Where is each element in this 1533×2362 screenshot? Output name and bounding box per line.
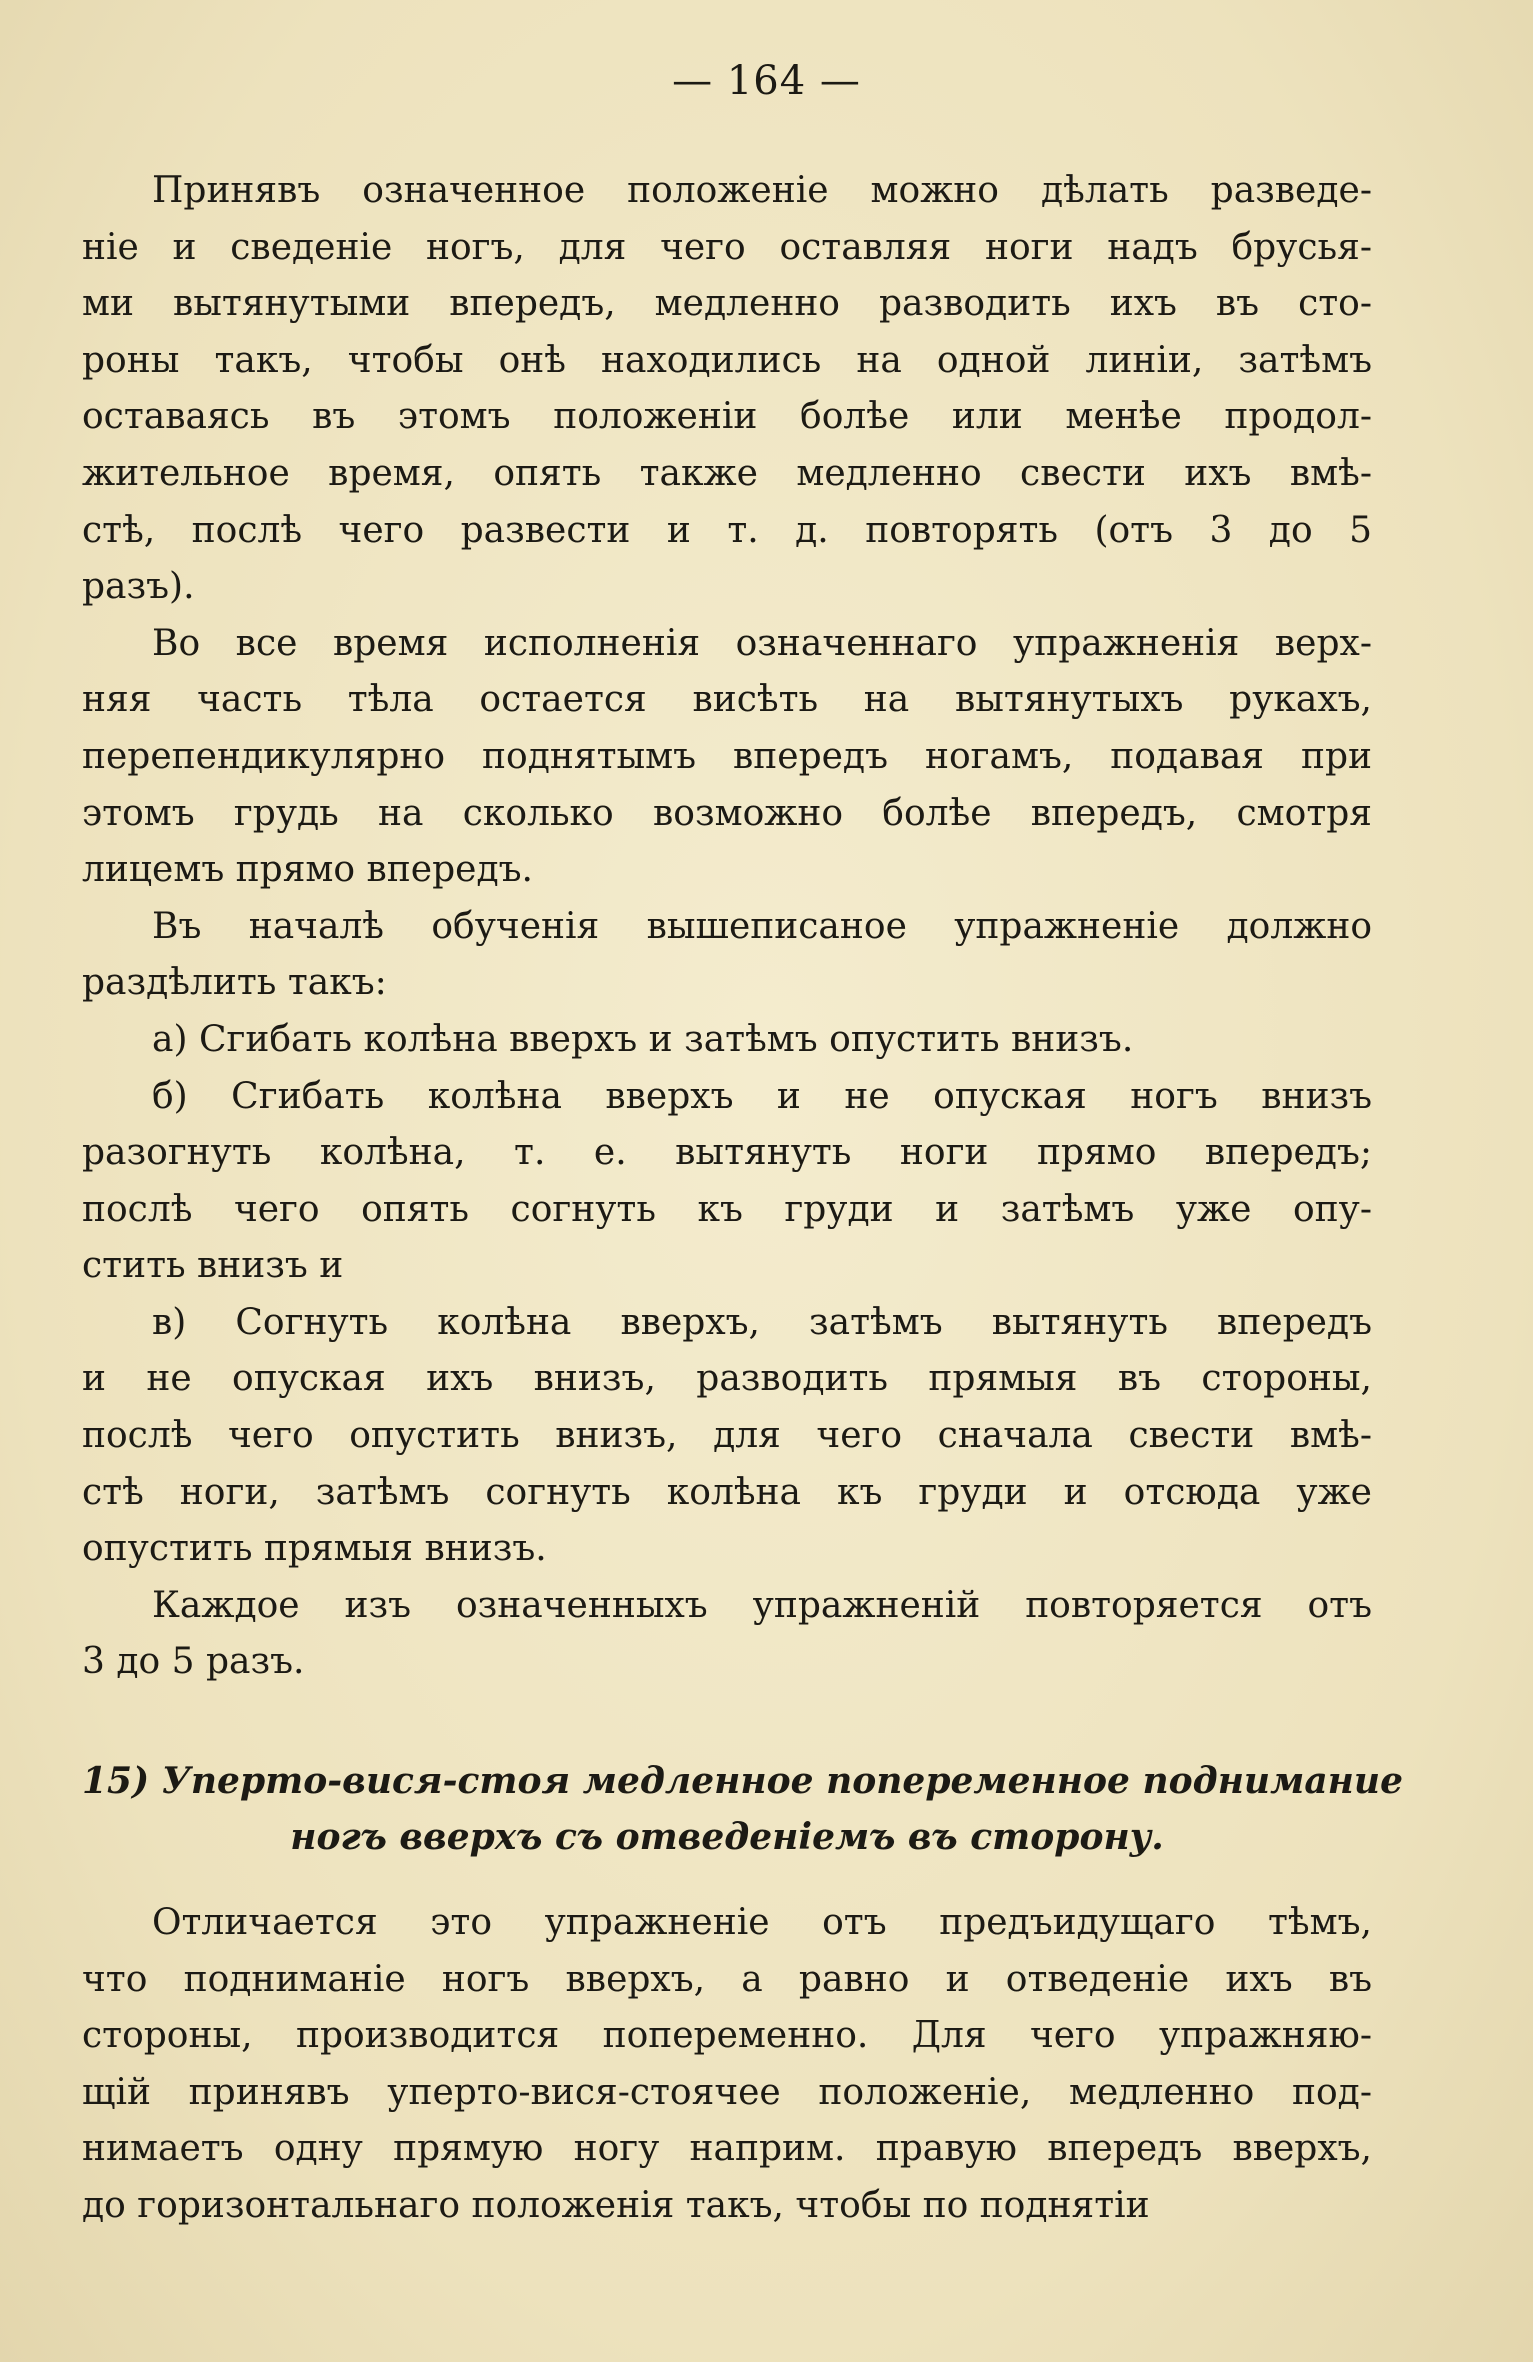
text-line: нимаетъ одну прямую ногу наприм. правую впередъ вверхъ, [82, 2128, 1372, 2170]
paragraph [82, 1895, 1372, 2235]
paragraph [82, 899, 1372, 1012]
text-line: стить внизъ и [82, 1245, 344, 1287]
main-text-block-2 [82, 1895, 1372, 2235]
section-heading-line-1: 15) Уперто-вися-стоя медленное попеременное поднимание [82, 1760, 1403, 1802]
text-line: стороны, производится попеременно. Для чего упражняю- [82, 2015, 1372, 2057]
paragraph [82, 1012, 1372, 1069]
text-line: в) Согнуть колѣна вверхъ, затѣмъ вытянуть впередъ [152, 1301, 1372, 1343]
section-heading-line-2: ногъ вверхъ съ отведенiемъ въ сторону. [290, 1816, 1164, 1858]
text-line: разогнуть колѣна, т. е. вытянуть ноги прямо впередъ; [82, 1132, 1372, 1174]
text-line: 3 до 5 разъ. [82, 1641, 305, 1683]
text-line: Каждое изъ означенныхъ упражненiй повторяется отъ [152, 1584, 1372, 1626]
text-line: нie и сведенie ногъ, для чего оставляя ноги надъ брусья- [82, 226, 1372, 268]
text-line: до горизонтальнаго положенiя такъ, чтобы по поднятiи [82, 2184, 1150, 2226]
paragraph [82, 616, 1372, 899]
text-line: жительное время, опять также медленно свести ихъ вмѣ- [82, 452, 1372, 494]
text-line: Во все время исполненiя означеннаго упражненiя верх- [152, 622, 1372, 664]
text-line: роны такъ, чтобы онѣ находились на одной линiи, затѣмъ [82, 339, 1372, 381]
paragraph [82, 1578, 1372, 1691]
text-line: б) Сгибать колѣна вверхъ и не опуская ногъ внизъ [152, 1075, 1372, 1117]
main-text-block [82, 163, 1372, 1691]
text-line: стѣ ноги, затѣмъ согнуть колѣна къ груди и отсюда уже [82, 1471, 1372, 1513]
section-heading [82, 1753, 1403, 1865]
text-line: Въ началѣ обученiя вышеписаное упражненie должно [152, 905, 1372, 947]
page-number: — 164 — [672, 58, 861, 104]
text-line: этомъ грудь на сколько возможно болѣе впередъ, смотря [82, 792, 1372, 834]
text-line: послѣ чего опять согнуть къ груди и затѣмъ уже опу- [82, 1188, 1372, 1230]
text-line: щiй принявъ уперто-вися-стоячее положенie, медленно под- [82, 2071, 1372, 2113]
paragraph [82, 1295, 1372, 1578]
text-line: раздѣлить такъ: [82, 962, 387, 1004]
text-line: опустить прямыя внизъ. [82, 1528, 547, 1570]
text-line: оставаясь въ этомъ положенiи болѣе или менѣе продол- [82, 396, 1372, 438]
text-line: лицемъ прямо впередъ. [82, 849, 533, 891]
text-line: а) Сгибать колѣна вверхъ и затѣмъ опустить внизъ. [152, 1018, 1134, 1060]
text-line: Отличается это упражненie отъ предъидущаго тѣмъ, [152, 1902, 1372, 1943]
text-line: Принявъ означенное положенie можно дѣлать разведе- [152, 170, 1372, 211]
text-line: перепендикулярно поднятымъ впередъ ногамъ, подавая при [82, 735, 1372, 777]
paragraph [82, 1069, 1372, 1295]
text-line: разъ). [82, 566, 195, 608]
text-line: няя часть тѣла остается висѣть на вытянутыхъ рукахъ, [82, 679, 1372, 721]
text-line: послѣ чего опустить внизъ, для чего сначала свести вмѣ- [82, 1415, 1372, 1457]
text-line: стѣ, послѣ чего развести и т. д. повторять (отъ 3 до 5 [82, 509, 1372, 551]
paragraph [82, 163, 1372, 616]
text-line: ми вытянутыми впередъ, медленно разводить ихъ въ сто- [82, 283, 1372, 325]
text-line: что подниманie ногъ вверхъ, а равно и отведенie ихъ въ [82, 1958, 1372, 2000]
text-line: и не опуская ихъ внизъ, разводить прямыя въ стороны, [82, 1358, 1372, 1400]
